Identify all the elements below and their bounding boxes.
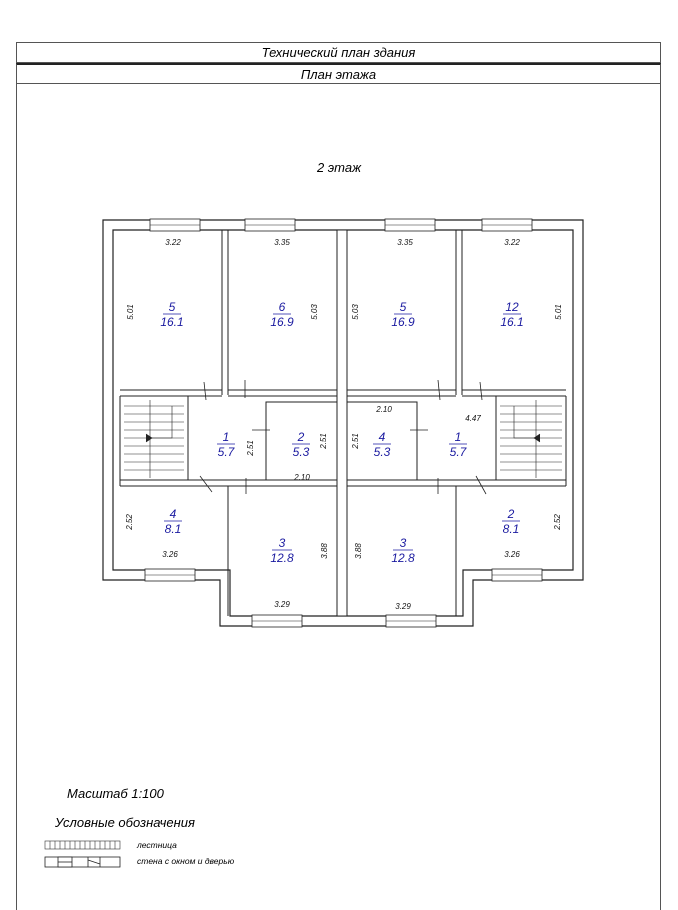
dimension-label: 5.03 bbox=[310, 304, 319, 320]
room-area: 16.1 bbox=[160, 315, 184, 329]
dimension-label: 5.01 bbox=[126, 304, 135, 320]
dimension-label: 2.52 bbox=[125, 514, 134, 530]
dimension-label: 2.10 bbox=[294, 473, 310, 482]
legend-stairs-label: лестница bbox=[137, 840, 177, 850]
legend-wall-label: стена с окном и дверью bbox=[137, 856, 235, 866]
dimension-label: 5.01 bbox=[554, 304, 563, 320]
dimension-label: 3.35 bbox=[397, 238, 413, 247]
dimension-label: 3.26 bbox=[162, 550, 178, 559]
dimension-label: 2.51 bbox=[351, 433, 360, 449]
room-area: 16.9 bbox=[391, 315, 415, 329]
dimension-label: 2.52 bbox=[553, 514, 562, 530]
dimension-label: 3.35 bbox=[274, 238, 290, 247]
dimension-label: 3.26 bbox=[504, 550, 520, 559]
room-number: 2 bbox=[507, 507, 515, 521]
scale-label: Масштаб 1:100 bbox=[67, 786, 164, 801]
dimension-label: 5.03 bbox=[351, 304, 360, 320]
document-subtitle: План этажа bbox=[16, 63, 661, 84]
room-number: 2 bbox=[297, 430, 305, 444]
dimension-label: 3.88 bbox=[320, 543, 329, 559]
room-label bbox=[270, 536, 294, 565]
room-area: 8.1 bbox=[164, 522, 182, 536]
dimension-label: 2.10 bbox=[376, 405, 392, 414]
room-number: 5 bbox=[399, 300, 407, 314]
dimension-label: 3.29 bbox=[274, 600, 290, 609]
dimension-label: 3.22 bbox=[165, 238, 181, 247]
dimension-label: 3.22 bbox=[504, 238, 520, 247]
room-number: 12 bbox=[505, 300, 519, 314]
dimension-label: 4.47 bbox=[465, 414, 481, 423]
room-area: 8.1 bbox=[502, 522, 520, 536]
room-label bbox=[373, 430, 391, 459]
room-label bbox=[391, 300, 415, 329]
room-number: 6 bbox=[278, 300, 286, 314]
stairs-right bbox=[500, 400, 562, 478]
room-area: 16.1 bbox=[500, 315, 524, 329]
room-number: 3 bbox=[278, 536, 286, 550]
stairs-left bbox=[124, 400, 184, 478]
room-area: 5.7 bbox=[217, 445, 235, 459]
document-title: Технический план здания bbox=[16, 42, 661, 63]
interior-walls bbox=[120, 230, 566, 616]
room-number: 5 bbox=[168, 300, 176, 314]
room-label bbox=[502, 507, 520, 536]
room-number: 1 bbox=[454, 430, 462, 444]
room-area: 12.8 bbox=[270, 551, 294, 565]
room-number: 1 bbox=[222, 430, 230, 444]
room-label bbox=[500, 300, 523, 329]
dimension-label: 2.51 bbox=[319, 433, 328, 449]
room-area: 5.3 bbox=[292, 445, 310, 459]
room-number: 3 bbox=[399, 536, 407, 550]
floor-title: 2 этаж bbox=[316, 160, 362, 175]
room-label bbox=[449, 430, 468, 459]
legend-title: Условные обозначения bbox=[55, 815, 195, 830]
legend-wall-symbol bbox=[45, 857, 120, 867]
room-number: 4 bbox=[378, 430, 386, 444]
dimension-label: 2.51 bbox=[246, 440, 255, 456]
room-label bbox=[164, 507, 182, 536]
room-label bbox=[391, 536, 415, 565]
dimension-label: 3.29 bbox=[395, 602, 411, 611]
dimension-label: 3.88 bbox=[354, 543, 363, 559]
room-number: 4 bbox=[169, 507, 177, 521]
room-area: 5.7 bbox=[449, 445, 467, 459]
room-label bbox=[217, 430, 236, 459]
legend-stairs-symbol bbox=[45, 841, 120, 849]
room-area: 16.9 bbox=[270, 315, 294, 329]
room-label bbox=[270, 300, 294, 329]
room-label bbox=[292, 430, 310, 459]
room-area: 5.3 bbox=[373, 445, 391, 459]
room-label bbox=[160, 300, 183, 329]
room-area: 12.8 bbox=[391, 551, 415, 565]
